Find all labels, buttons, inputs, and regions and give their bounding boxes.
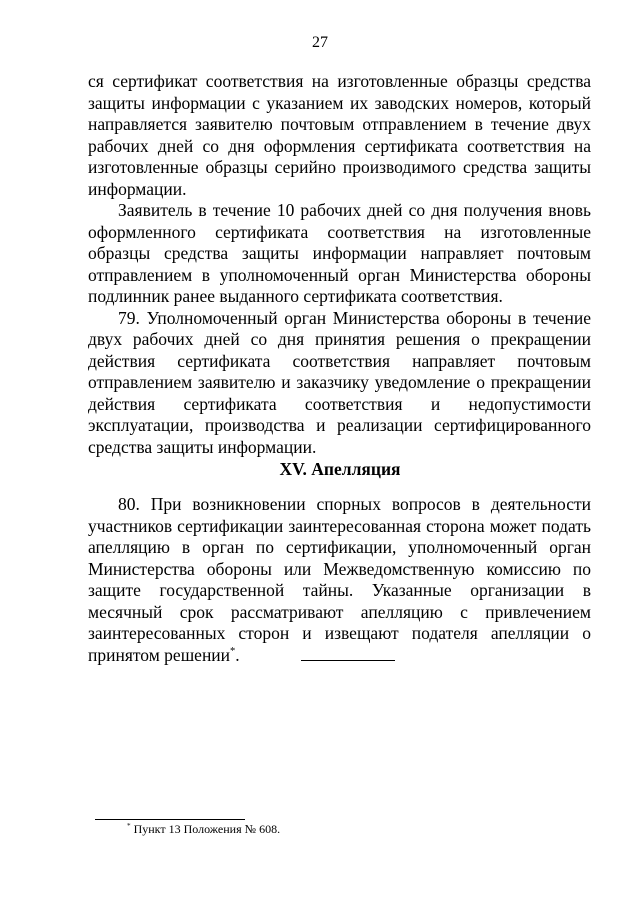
paragraph-80: 80. При возникновении спорных вопросов в деятельности участников сертификации заинтересованная сторона может подать апелляцию в орган по сертификации, уполномоченный орган Министерства обороны или Межведомственную комиссию по защите государственной тайны. Указанные организации в месячный срок рассматривают апелляцию с привлечением заинтересованных сторон и извещают подателя апелляции о принятом решении*. (88, 494, 591, 665)
section-heading: XV. Апелляция (279, 459, 401, 479)
paragraph-79: 79. Уполномоченный орган Министерства обороны в течение двух рабочих дней со дня принятия решения о прекращении действия сертификата соответствия направляет почтовым отправлением заявителю и заказчику уведомление о прекращении действия сертификата соответствия и недопустимости эксплуатации, производства и реализации сертифицированного средства защиты информации. (88, 307, 591, 457)
body-text (88, 71, 591, 458)
page-number: 27 (312, 34, 328, 51)
footnote-reference: * (230, 645, 236, 657)
paragraph-applicant: Заявитель в течение 10 рабочих дней со дня получения вновь оформленного сертификата соответствия на изготовленные образцы средства защиты информации направляет почтовым отправлением в уполномоченный орган Министерства обороны подлинник ранее выданного сертификата соответствия. (88, 200, 591, 306)
footnote-text: Пункт 13 Положения № 608. (130, 822, 281, 836)
end-of-text-rule (301, 660, 395, 661)
footnote-separator (95, 819, 245, 820)
paragraph-continuation: ся сертификат соответствия на изготовленные образцы средства защиты информации с указанием их заводских номеров, который направляется заявителю почтовым отправлением в течение двух рабочих дней со дня оформления сертификата соответствия на изготовленные образцы серийно производимого средства защиты информации. (88, 71, 591, 199)
footnote-mark: * (127, 822, 131, 830)
appeal-section-text (88, 494, 591, 666)
paragraph-80-text: 80. При возникновении спорных вопросов в деятельности участников сертификации заинтересованная сторона может подать апелляцию в орган по сертификации, уполномоченный орган Министерства обороны или Межведомственную комиссию по защите государственной тайны. Указанные организации в месячный срок рассматривают апелляцию с привлечением заинтересованных сторон и извещают подателя апелляции о принятом решении (88, 494, 591, 665)
footnote (127, 822, 280, 836)
